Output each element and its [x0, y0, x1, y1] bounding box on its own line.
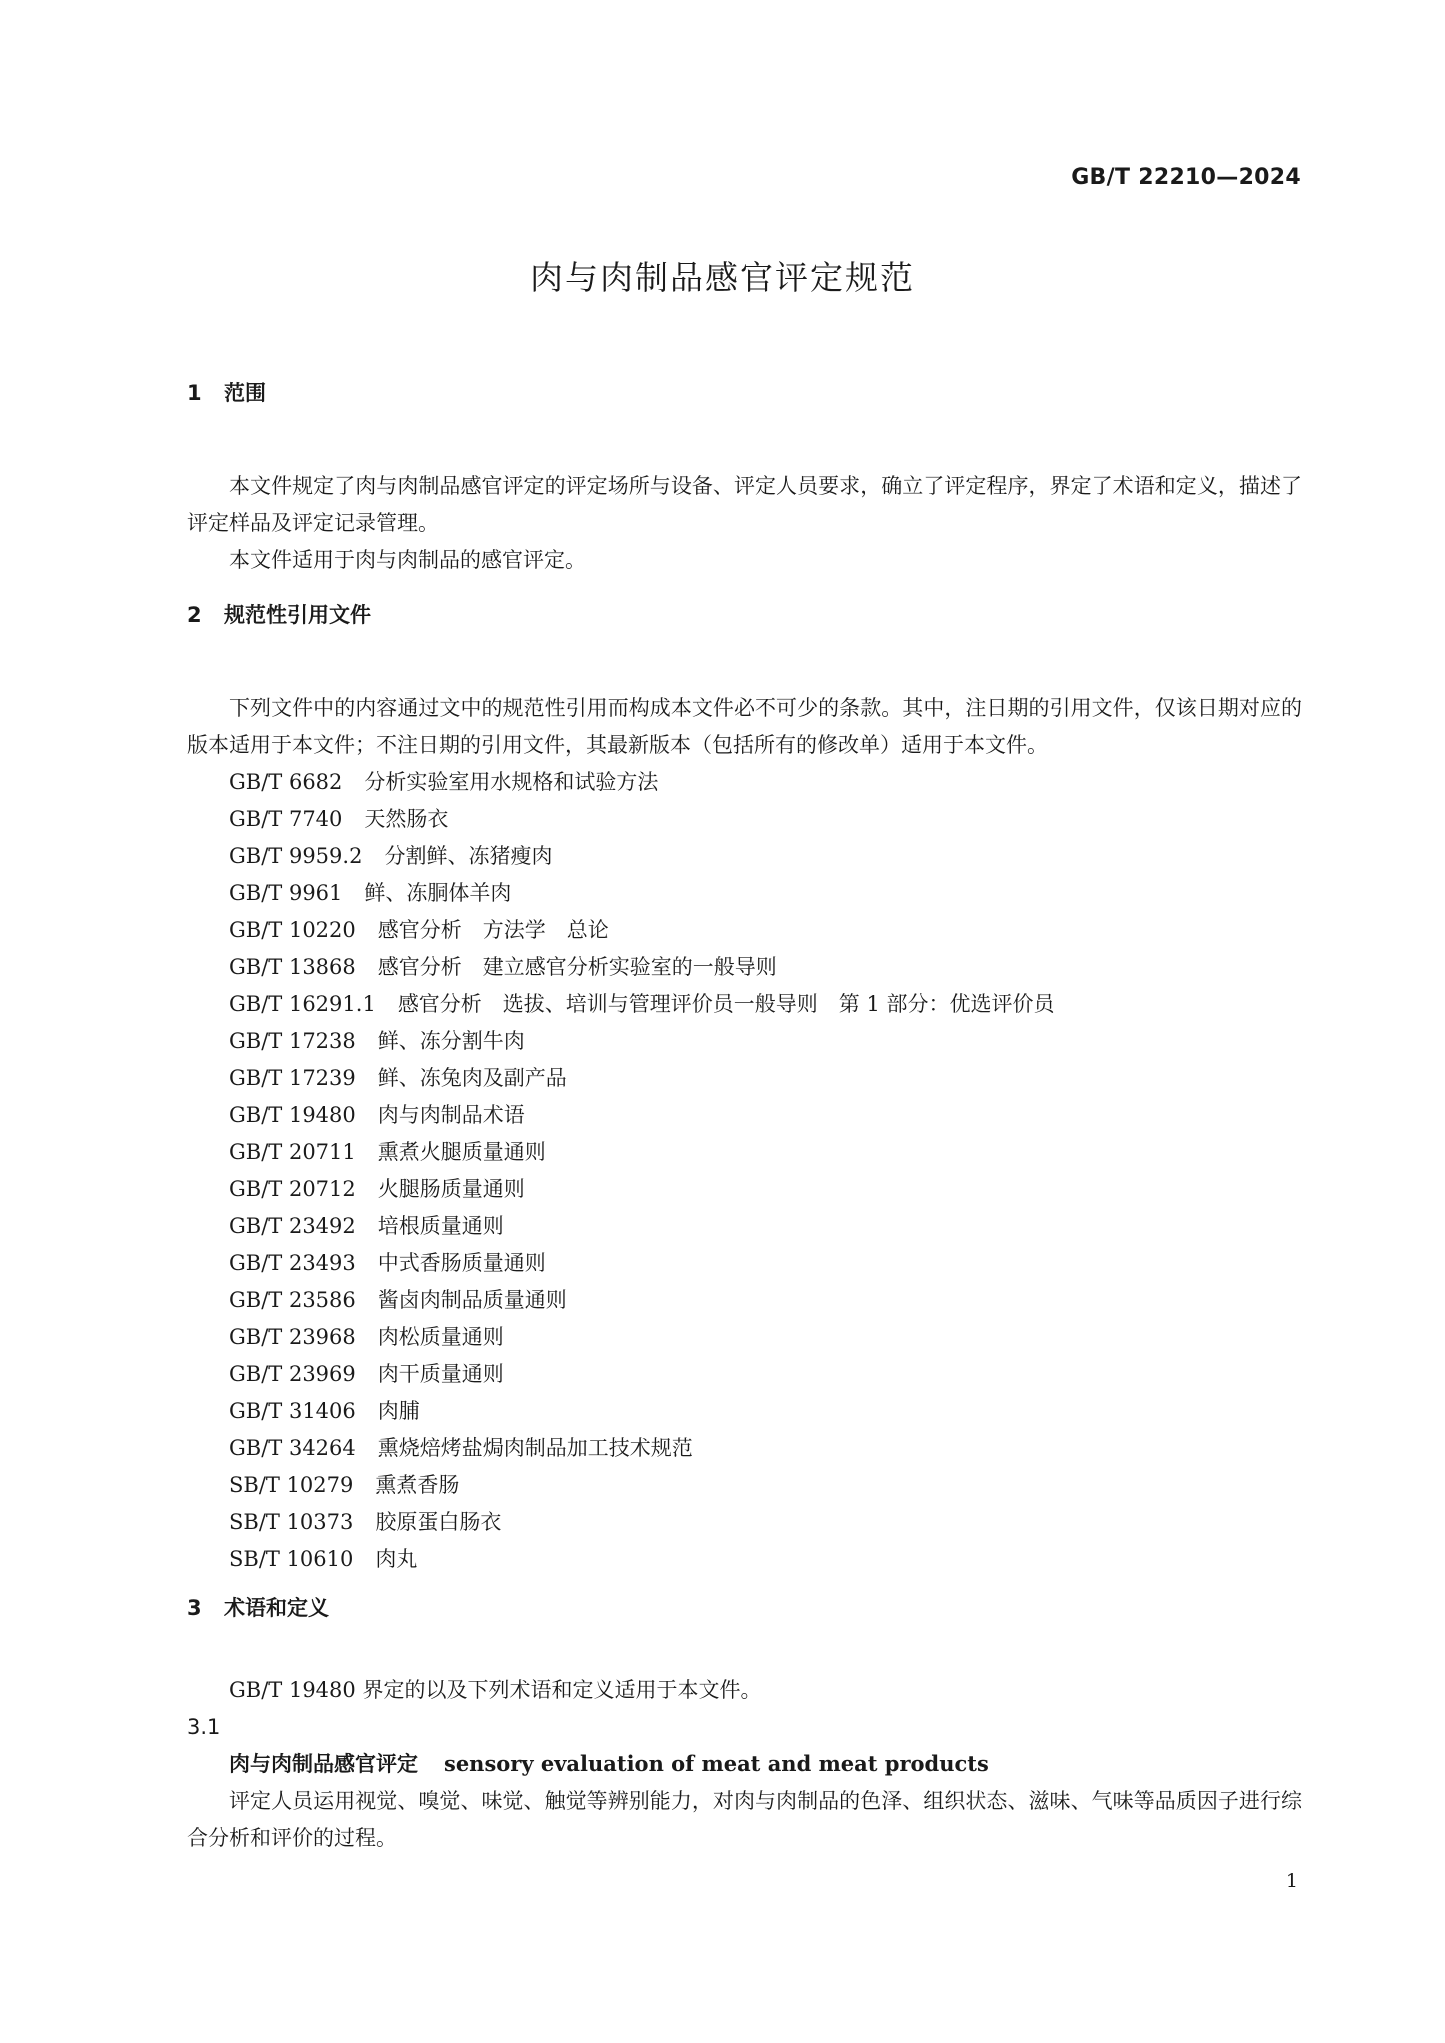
reference-code: GB/T 7740 [229, 807, 343, 831]
reference-title: 中式香肠质量通则 [377, 1251, 546, 1275]
reference-title: 酱卤肉制品质量通则 [377, 1288, 567, 1312]
section-title: 术语和定义 [224, 1596, 329, 1620]
reference-code: GB/T 20711 [229, 1140, 356, 1164]
standard-code: GB/T 22210—2024 [1071, 165, 1301, 190]
reference-item [229, 949, 1302, 986]
reference-title: 火腿肠质量通则 [377, 1177, 525, 1201]
reference-code: GB/T 6682 [229, 770, 343, 794]
reference-title: 分割鲜、冻猪瘦肉 [384, 844, 553, 868]
reference-code: GB/T 13868 [229, 955, 356, 979]
reference-title: 感官分析 选拔、培训与管理评价员一般导则 第 1 部分：优选评价员 [397, 992, 1055, 1016]
section-heading-terms [187, 1590, 1302, 1626]
reference-code: GB/T 23493 [229, 1251, 356, 1275]
reference-title: 鲜、冻分割牛肉 [377, 1029, 525, 1053]
reference-item [229, 1060, 1302, 1097]
reference-title: 熏煮香肠 [375, 1473, 460, 1497]
term-name [187, 1745, 1302, 1783]
reference-title: 鲜、冻胴体羊肉 [364, 881, 512, 905]
reference-code: GB/T 16291.1 [229, 992, 376, 1016]
reference-item [229, 1134, 1302, 1171]
reference-code: GB/T 17239 [229, 1066, 356, 1090]
reference-item [229, 1541, 1302, 1578]
reference-title: 肉干质量通则 [377, 1362, 504, 1386]
reference-title: 肉与肉制品术语 [377, 1103, 525, 1127]
reference-code: SB/T 10373 [229, 1510, 354, 1534]
reference-item [229, 801, 1302, 838]
reference-code: GB/T 23492 [229, 1214, 356, 1238]
reference-item [229, 1356, 1302, 1393]
document-body [187, 375, 1302, 1857]
reference-item [229, 1097, 1302, 1134]
reference-code: GB/T 31406 [229, 1399, 356, 1423]
reference-title: 胶原蛋白肠衣 [375, 1510, 502, 1534]
reference-item [229, 1282, 1302, 1319]
reference-title: 熏烧焙烤盐焗肉制品加工技术规范 [377, 1436, 693, 1460]
reference-item [229, 1430, 1302, 1467]
reference-list [187, 764, 1302, 1578]
reference-title: 分析实验室用水规格和试验方法 [364, 770, 659, 794]
reference-item [229, 764, 1302, 801]
section-number: 2 [187, 603, 202, 627]
term-definition: 评定人员运用视觉、嗅觉、味觉、触觉等辨别能力，对肉与肉制品的色泽、组织状态、滋味、气味等品质因子进行综合分析和评价的过程。 [187, 1789, 1302, 1850]
term-number: 3.1 [187, 1715, 221, 1739]
scope-paragraph: 本文件规定了肉与肉制品感官评定的评定场所与设备、评定人员要求，确立了评定程序，界定了术语和定义，描述了评定样品及评定记录管理。 [187, 474, 1302, 535]
reference-title: 肉脯 [377, 1399, 420, 1423]
page-number: 1 [1285, 1870, 1298, 1892]
reference-title: 感官分析 方法学 总论 [377, 918, 609, 942]
reference-code: GB/T 9961 [229, 881, 343, 905]
references-intro: 下列文件中的内容通过文中的规范性引用而构成本文件必不可少的条款。其中，注日期的引用文件，仅该日期对应的版本适用于本文件；不注日期的引用文件，其最新版本（包括所有的修改单）适用于本文件。 [187, 696, 1302, 757]
reference-item [229, 1467, 1302, 1504]
reference-code: GB/T 19480 [229, 1103, 356, 1127]
reference-title: 肉松质量通则 [377, 1325, 504, 1349]
reference-code: GB/T 9959.2 [229, 844, 363, 868]
reference-item [229, 1504, 1302, 1541]
reference-code: GB/T 23968 [229, 1325, 356, 1349]
reference-item [229, 875, 1302, 912]
reference-item [229, 1245, 1302, 1282]
reference-title: 培根质量通则 [377, 1214, 504, 1238]
reference-item [229, 1023, 1302, 1060]
reference-item [229, 1393, 1302, 1430]
scope-paragraph: 本文件适用于肉与肉制品的感官评定。 [229, 548, 586, 572]
section-number: 1 [187, 381, 202, 405]
reference-code: GB/T 23586 [229, 1288, 356, 1312]
reference-item [229, 1319, 1302, 1356]
terms-intro: GB/T 19480 界定的以及下列术语和定义适用于本文件。 [229, 1678, 762, 1702]
section-title: 规范性引用文件 [224, 603, 371, 627]
reference-item [229, 986, 1302, 1023]
section-title: 范围 [224, 381, 266, 405]
reference-item [229, 1208, 1302, 1245]
reference-item [229, 912, 1302, 949]
section-number: 3 [187, 1596, 202, 1620]
reference-title: 感官分析 建立感官分析实验室的一般导则 [377, 955, 777, 979]
reference-code: GB/T 23969 [229, 1362, 356, 1386]
reference-title: 鲜、冻兔肉及副产品 [377, 1066, 567, 1090]
reference-code: GB/T 17238 [229, 1029, 356, 1053]
section-heading-normative-references [187, 597, 1302, 633]
document-title: 肉与肉制品感官评定规范 [530, 258, 915, 297]
reference-item [229, 838, 1302, 875]
reference-code: GB/T 20712 [229, 1177, 356, 1201]
reference-code: SB/T 10279 [229, 1473, 354, 1497]
reference-title: 天然肠衣 [364, 807, 449, 831]
reference-title: 熏煮火腿质量通则 [377, 1140, 546, 1164]
term-name-en: sensory evaluation of meat and meat products [444, 1751, 989, 1776]
reference-code: GB/T 34264 [229, 1436, 356, 1460]
term-name-zh: 肉与肉制品感官评定 [229, 1752, 418, 1776]
reference-title: 肉丸 [375, 1547, 418, 1571]
reference-code: SB/T 10610 [229, 1547, 354, 1571]
section-heading-scope [187, 375, 1302, 411]
reference-code: GB/T 10220 [229, 918, 356, 942]
reference-item [229, 1171, 1302, 1208]
